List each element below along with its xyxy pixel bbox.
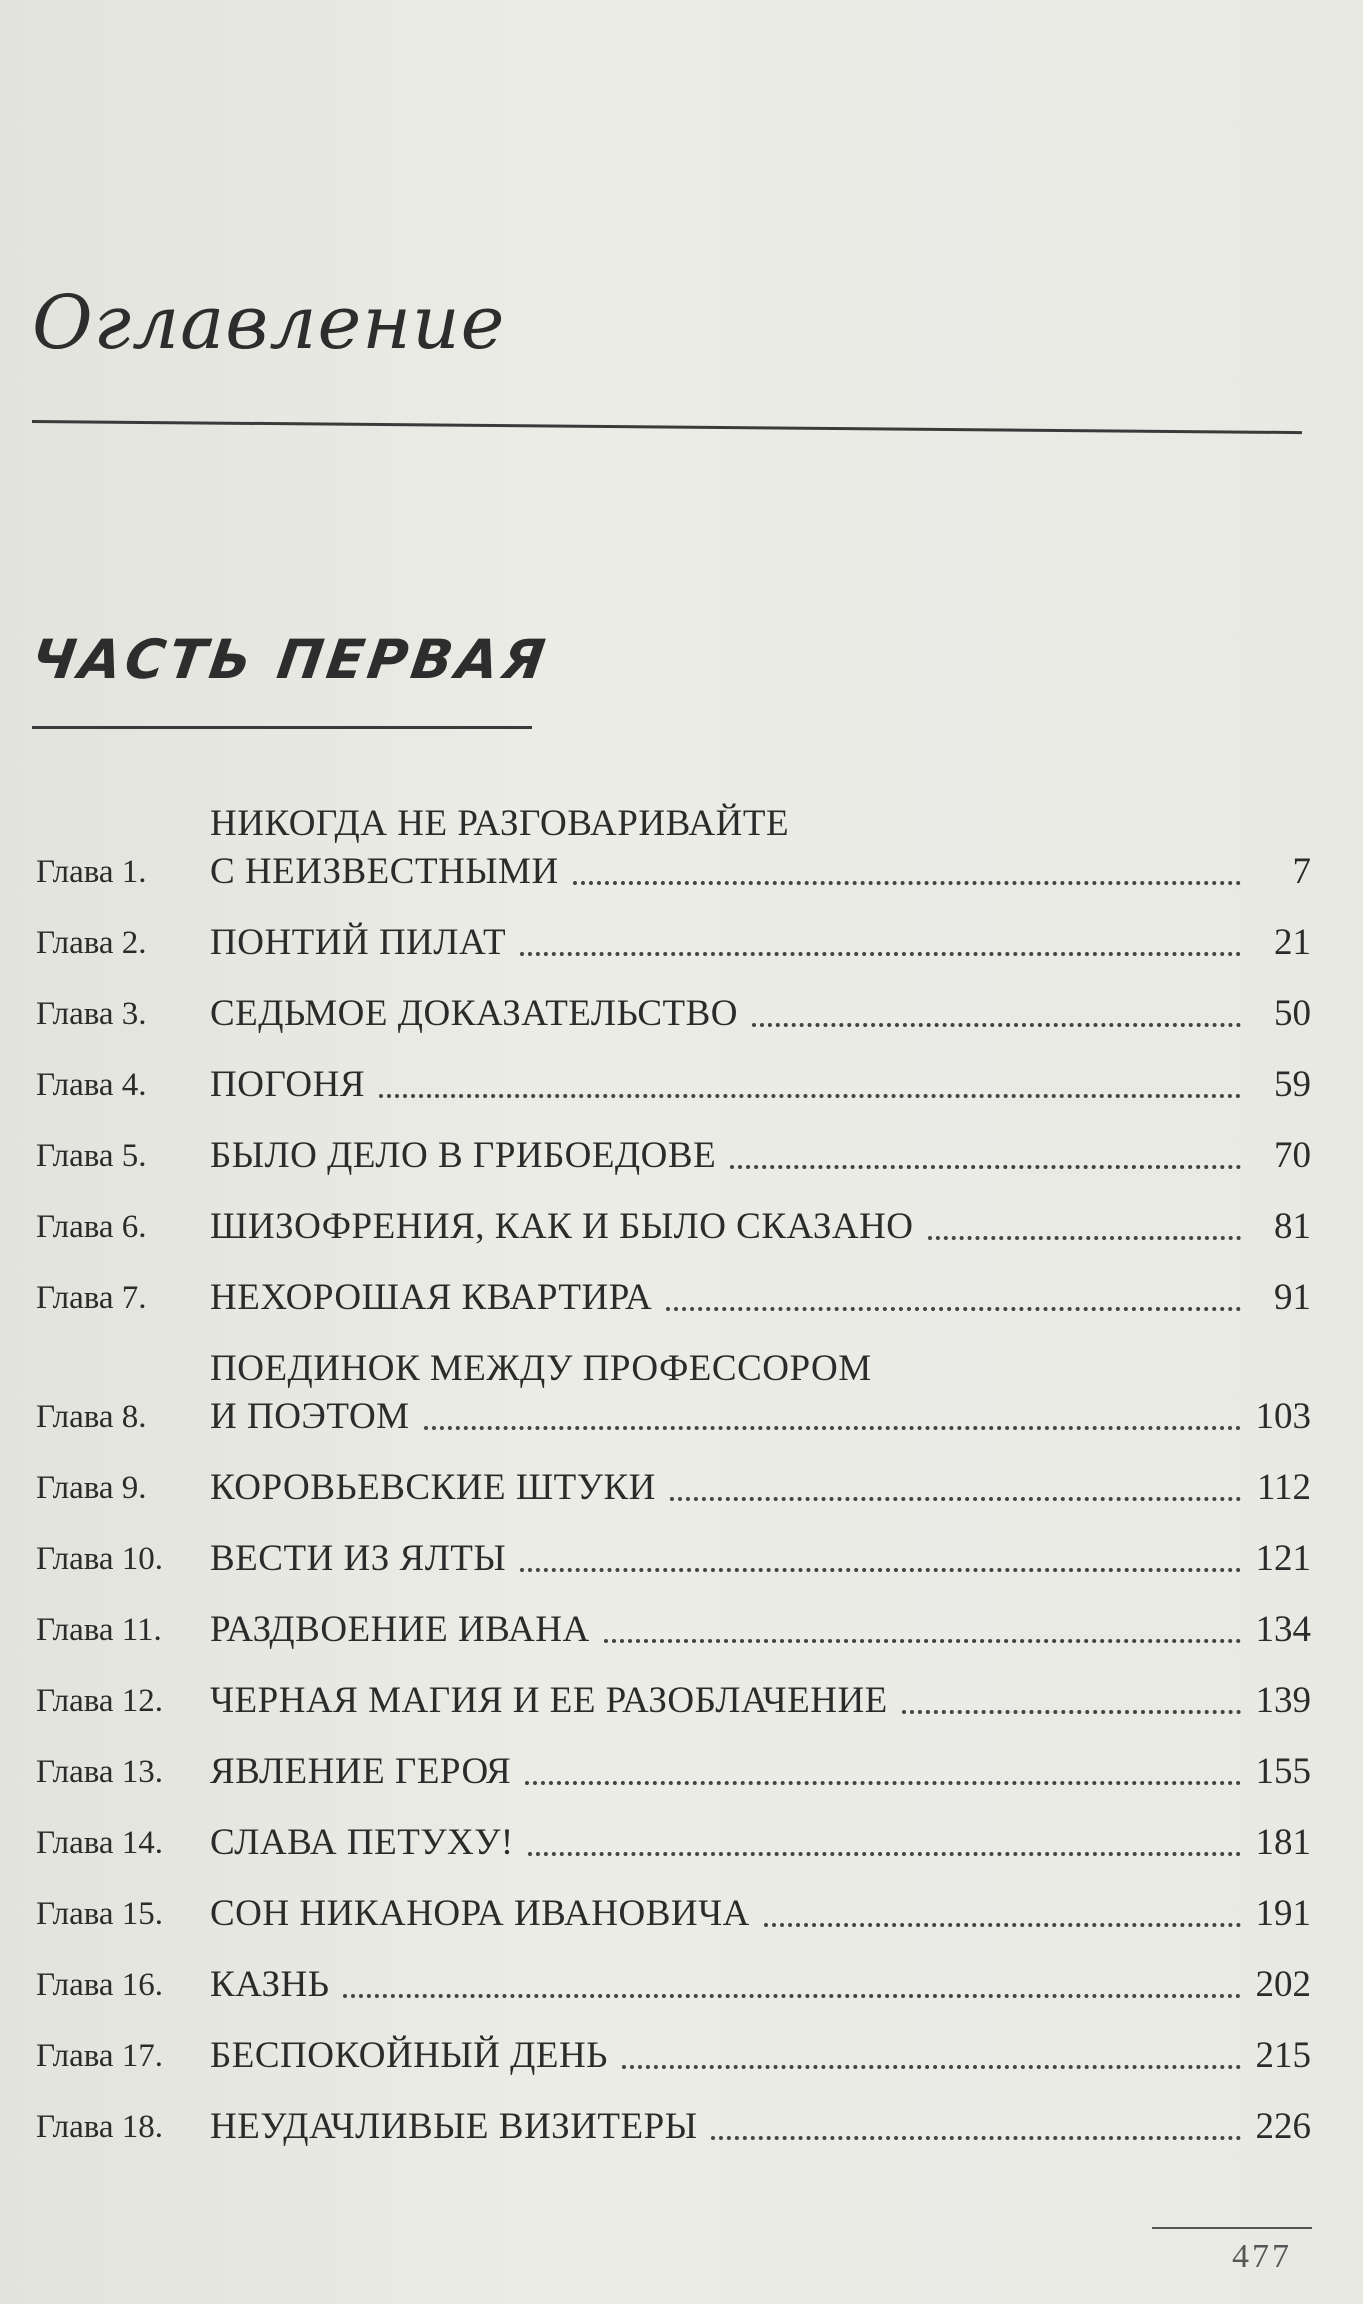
dot-leader [902,1710,1241,1714]
dot-leader [928,1236,1241,1240]
toc-entry [36,1606,1311,1654]
chapter-title-line: И ПОЭТОМ [210,1396,410,1437]
chapter-title-line: БЕСПОКОЙНЫЙ ДЕНЬ [210,2035,608,2076]
page-ref: 59 [1274,1064,1311,1105]
chapter-title-line: ПОНТИЙ ПИЛАТ [210,922,507,963]
toc-entry [36,1961,1311,2009]
toc-entry [36,2032,1311,2080]
chapter-number: Глава 10. [36,1541,164,1577]
dot-leader [424,1426,1241,1430]
dot-leader [711,2136,1241,2140]
chapter-number: Глава 15. [36,1896,164,1932]
dot-leader [379,1094,1241,1098]
chapter-number: Глава 16. [36,1967,164,2003]
dot-leader [520,1568,1241,1572]
dot-leader [528,1852,1241,1856]
page-ref: 50 [1274,993,1311,1034]
chapter-title-line: ШИЗОФРЕНИЯ, КАК И БЫЛО СКАЗАНО [210,1206,914,1247]
dot-leader [730,1165,1241,1169]
chapter-number: Глава 9. [36,1470,147,1506]
contents-heading: Оглавление [32,280,506,366]
chapter-title-line: НИКОГДА НЕ РАЗГОВАРИВАЙТЕ [210,803,790,844]
chapter-number: Глава 11. [36,1612,162,1648]
chapter-title-line: НЕУДАЧЛИВЫЕ ВИЗИТЕРЫ [210,2106,698,2147]
chapter-title-line: ПОЕДИНОК МЕЖДУ ПРОФЕССОРОМ [210,1348,872,1389]
page-ref: 191 [1255,1893,1311,1934]
page-ref: 134 [1255,1609,1311,1650]
dot-leader [573,881,1241,885]
page-ref: 103 [1255,1396,1311,1437]
page-ref: 91 [1274,1277,1311,1318]
chapter-number: Глава 4. [36,1067,147,1103]
toc-entry [36,1748,1311,1796]
chapter-number: Глава 14. [36,1825,164,1861]
chapter-title-line: СЕДЬМОЕ ДОКАЗАТЕЛЬСТВО [210,993,739,1034]
part-underline [32,726,532,729]
page-ref: 112 [1256,1467,1311,1508]
chapter-title-line: ПОГОНЯ [210,1064,366,1105]
chapter-number: Глава 17. [36,2038,164,2074]
chapter-title-line: ЧЕРНАЯ МАГИЯ И ЕЕ РАЗОБЛАЧЕНИЕ [210,1680,888,1721]
page-ref: 215 [1255,2035,1311,2076]
part-title: ЧАСТЬ ПЕРВАЯ [27,628,553,691]
chapter-number: Глава 5. [36,1138,147,1174]
page-ref: 155 [1255,1751,1311,1792]
toc-entry [36,2103,1311,2151]
chapter-number: Глава 3. [36,996,147,1032]
page-ref: 7 [1292,851,1311,892]
chapter-title-line: НЕХОРОШАЯ КВАРТИРА [210,1277,653,1318]
dot-leader [343,1994,1241,1998]
dot-leader [666,1307,1241,1311]
dot-leader [604,1639,1241,1643]
chapter-title-line: ЯВЛЕНИЕ ГЕРОЯ [210,1751,512,1792]
toc-entry [36,1061,1311,1109]
toc-entry [36,800,1311,896]
chapter-title-line: КАЗНЬ [210,1964,330,2005]
dot-leader [622,2065,1241,2069]
chapter-number: Глава 1. [36,854,147,890]
toc-entry [36,1535,1311,1583]
page-ref: 121 [1255,1538,1311,1579]
chapter-title-line: СОН НИКАНОРА ИВАНОВИЧА [210,1893,750,1934]
dot-leader [764,1923,1241,1927]
page-ref: 21 [1274,922,1311,963]
toc-entry [36,919,1311,967]
page-ref: 139 [1255,1680,1311,1721]
page-number: 477 [1232,2238,1292,2275]
chapter-number: Глава 6. [36,1209,147,1245]
page-ref: 202 [1255,1964,1311,2005]
chapter-number: Глава 13. [36,1754,164,1790]
chapter-title-line: КОРОВЬЕВСКИЕ ШТУКИ [210,1467,656,1508]
dot-leader [520,952,1241,956]
chapter-title-line: С НЕИЗВЕСТНЫМИ [210,851,559,892]
toc-entry [36,1890,1311,1938]
dot-leader [752,1023,1241,1027]
toc-entry [36,1132,1311,1180]
folio-rule [1152,2227,1312,2229]
dot-leader [525,1781,1241,1785]
toc-entry [36,990,1311,1038]
chapter-number: Глава 12. [36,1683,164,1719]
page-ref: 70 [1274,1135,1311,1176]
dot-leader [670,1497,1241,1501]
heading-underline [32,420,1302,434]
toc-entry [36,1677,1311,1725]
chapter-number: Глава 18. [36,2109,164,2145]
chapter-title-line: ВЕСТИ ИЗ ЯЛТЫ [210,1538,507,1579]
toc-entry [36,1819,1311,1867]
chapter-number: Глава 2. [36,925,147,961]
chapter-number: Глава 7. [36,1280,147,1316]
toc-entry [36,1464,1311,1512]
toc-entry [36,1345,1311,1441]
chapter-title-line: СЛАВА ПЕТУХУ! [210,1822,514,1863]
toc-entry [36,1274,1311,1322]
chapter-title-line: БЫЛО ДЕЛО В ГРИБОЕДОВЕ [210,1135,717,1176]
table-of-contents [36,800,1311,2174]
chapter-title-line: РАЗДВОЕНИЕ ИВАНА [210,1609,590,1650]
page-ref: 81 [1274,1206,1311,1247]
toc-entry [36,1203,1311,1251]
page-ref: 181 [1255,1822,1311,1863]
chapter-number: Глава 8. [36,1399,147,1435]
page-ref: 226 [1255,2106,1311,2147]
